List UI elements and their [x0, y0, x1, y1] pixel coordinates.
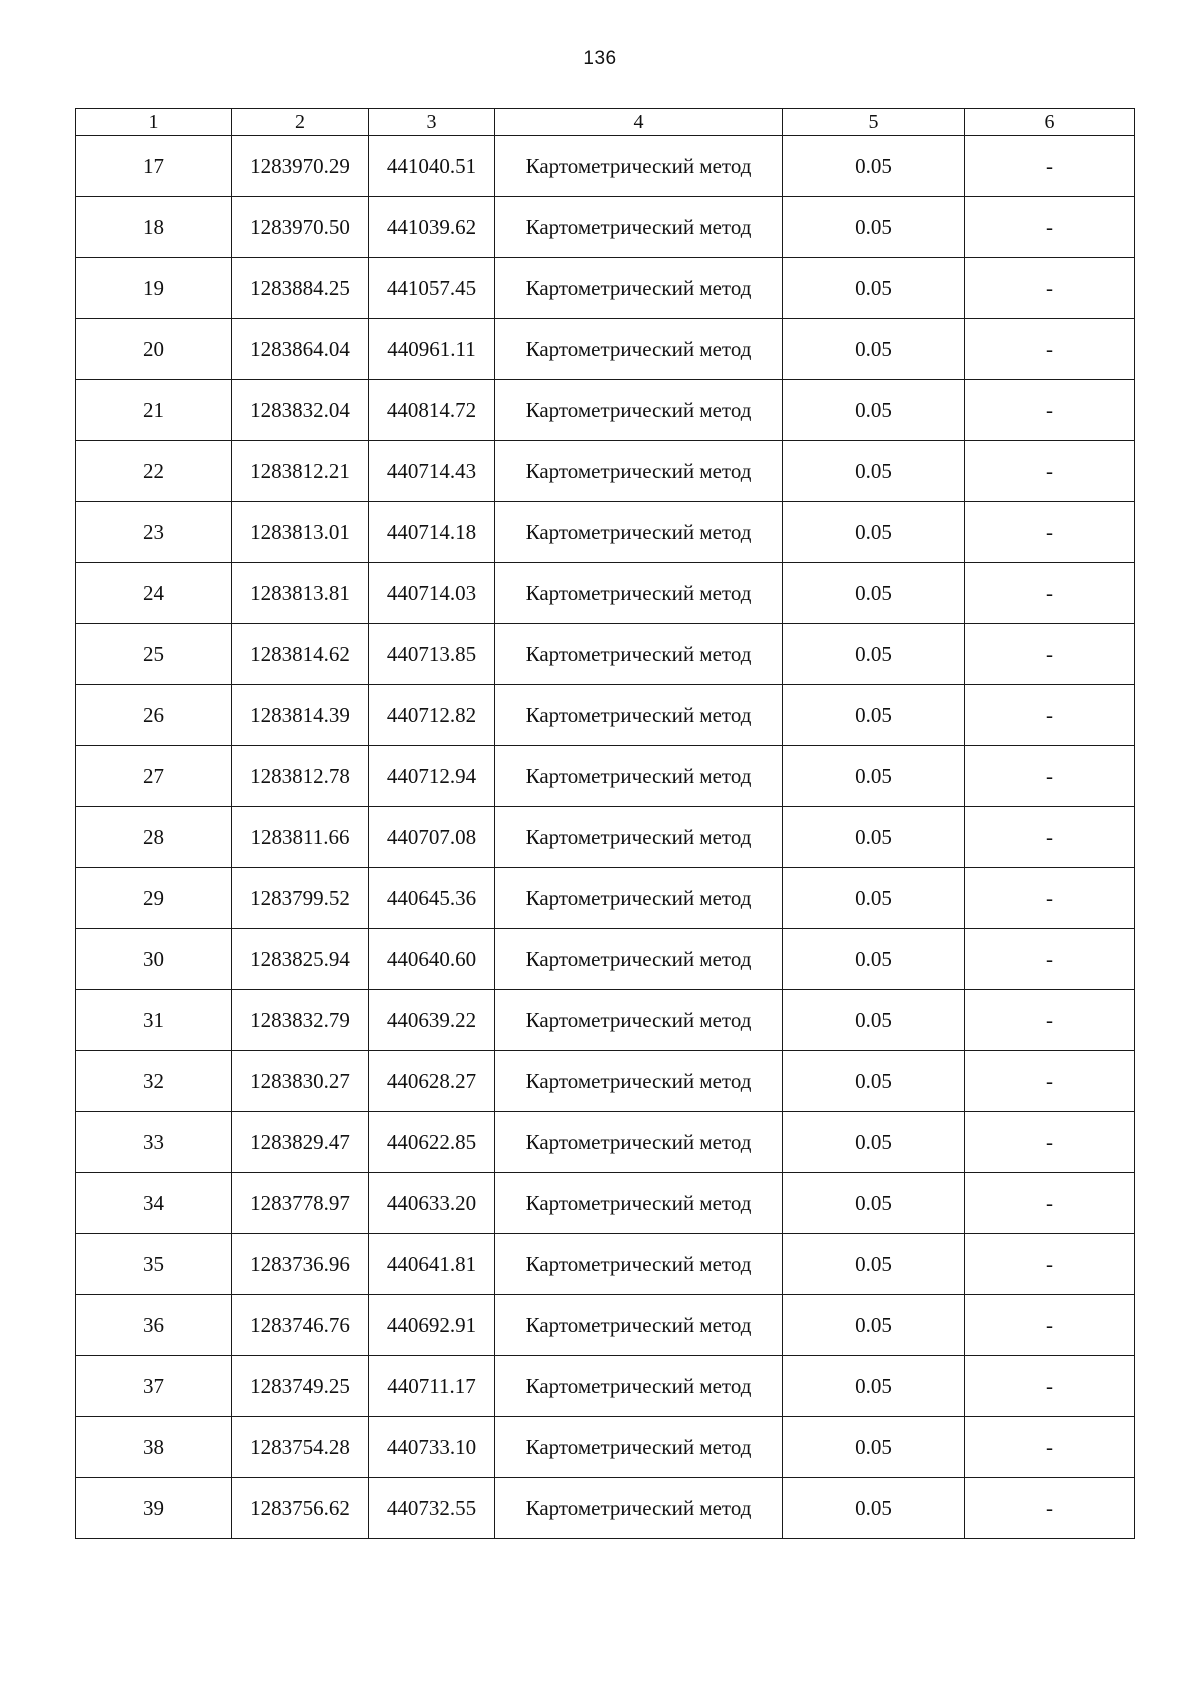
header-col-2: 2	[232, 109, 369, 136]
cell-accuracy: 0.05	[783, 563, 965, 624]
cell-method: Картометрический метод	[495, 197, 783, 258]
cell-method: Картометрический метод	[495, 1478, 783, 1539]
cell-x-coordinate: 1283754.28	[232, 1417, 369, 1478]
cell-y-coordinate: 440712.82	[369, 685, 495, 746]
cell-note: -	[965, 197, 1135, 258]
cell-accuracy: 0.05	[783, 136, 965, 197]
table-row	[76, 1112, 1135, 1173]
cell-x-coordinate: 1283813.81	[232, 563, 369, 624]
cell-method: Картометрический метод	[495, 1173, 783, 1234]
table-row	[76, 563, 1135, 624]
cell-accuracy: 0.05	[783, 1295, 965, 1356]
cell-x-coordinate: 1283814.39	[232, 685, 369, 746]
cell-note: -	[965, 1112, 1135, 1173]
cell-y-coordinate: 441040.51	[369, 136, 495, 197]
cell-method: Картометрический метод	[495, 441, 783, 502]
cell-y-coordinate: 440640.60	[369, 929, 495, 990]
cell-note: -	[965, 441, 1135, 502]
page-number: 136	[583, 48, 617, 69]
cell-method: Картометрический метод	[495, 258, 783, 319]
cell-x-coordinate: 1283829.47	[232, 1112, 369, 1173]
table-row	[76, 1051, 1135, 1112]
cell-note: -	[965, 502, 1135, 563]
cell-y-coordinate: 440732.55	[369, 1478, 495, 1539]
cell-note: -	[965, 1234, 1135, 1295]
cell-y-coordinate: 440712.94	[369, 746, 495, 807]
cell-note: -	[965, 990, 1135, 1051]
cell-y-coordinate: 440692.91	[369, 1295, 495, 1356]
cell-method: Картометрический метод	[495, 868, 783, 929]
cell-method: Картометрический метод	[495, 1112, 783, 1173]
cell-accuracy: 0.05	[783, 1173, 965, 1234]
table-row	[76, 1356, 1135, 1417]
cell-y-coordinate: 440628.27	[369, 1051, 495, 1112]
table-row	[76, 1295, 1135, 1356]
header-col-5: 5	[783, 109, 965, 136]
cell-method: Картометрический метод	[495, 1417, 783, 1478]
cell-note: -	[965, 929, 1135, 990]
table-row	[76, 929, 1135, 990]
cell-accuracy: 0.05	[783, 319, 965, 380]
table-row	[76, 746, 1135, 807]
cell-x-coordinate: 1283814.62	[232, 624, 369, 685]
table-row	[76, 1417, 1135, 1478]
cell-point-number: 39	[76, 1478, 232, 1539]
cell-y-coordinate: 440645.36	[369, 868, 495, 929]
cell-accuracy: 0.05	[783, 380, 965, 441]
cell-accuracy: 0.05	[783, 502, 965, 563]
cell-note: -	[965, 319, 1135, 380]
cell-accuracy: 0.05	[783, 624, 965, 685]
cell-method: Картометрический метод	[495, 1356, 783, 1417]
cell-point-number: 35	[76, 1234, 232, 1295]
cell-y-coordinate: 440639.22	[369, 990, 495, 1051]
cell-x-coordinate: 1283812.21	[232, 441, 369, 502]
cell-note: -	[965, 563, 1135, 624]
table-row	[76, 685, 1135, 746]
cell-point-number: 29	[76, 868, 232, 929]
cell-y-coordinate: 440633.20	[369, 1173, 495, 1234]
cell-x-coordinate: 1283970.29	[232, 136, 369, 197]
cell-y-coordinate: 440641.81	[369, 1234, 495, 1295]
cell-x-coordinate: 1283970.50	[232, 197, 369, 258]
cell-point-number: 28	[76, 807, 232, 868]
table-row	[76, 380, 1135, 441]
cell-point-number: 20	[76, 319, 232, 380]
header-col-1: 1	[76, 109, 232, 136]
cell-point-number: 32	[76, 1051, 232, 1112]
cell-x-coordinate: 1283825.94	[232, 929, 369, 990]
cell-method: Картометрический метод	[495, 929, 783, 990]
cell-accuracy: 0.05	[783, 929, 965, 990]
cell-y-coordinate: 440714.03	[369, 563, 495, 624]
cell-x-coordinate: 1283756.62	[232, 1478, 369, 1539]
cell-note: -	[965, 746, 1135, 807]
table-header-row	[76, 109, 1135, 136]
header-col-6: 6	[965, 109, 1135, 136]
cell-note: -	[965, 624, 1135, 685]
cell-point-number: 24	[76, 563, 232, 624]
cell-method: Картометрический метод	[495, 807, 783, 868]
cell-y-coordinate: 441057.45	[369, 258, 495, 319]
table-row	[76, 136, 1135, 197]
cell-method: Картометрический метод	[495, 746, 783, 807]
cell-method: Картометрический метод	[495, 685, 783, 746]
cell-y-coordinate: 440733.10	[369, 1417, 495, 1478]
table-row	[76, 807, 1135, 868]
cell-note: -	[965, 1295, 1135, 1356]
cell-x-coordinate: 1283812.78	[232, 746, 369, 807]
cell-method: Картометрический метод	[495, 624, 783, 685]
cell-point-number: 25	[76, 624, 232, 685]
cell-y-coordinate: 440622.85	[369, 1112, 495, 1173]
cell-x-coordinate: 1283749.25	[232, 1356, 369, 1417]
table-row	[76, 1478, 1135, 1539]
cell-note: -	[965, 136, 1135, 197]
cell-note: -	[965, 1173, 1135, 1234]
table-row	[76, 624, 1135, 685]
cell-note: -	[965, 258, 1135, 319]
cell-note: -	[965, 1478, 1135, 1539]
cell-accuracy: 0.05	[783, 685, 965, 746]
cell-point-number: 17	[76, 136, 232, 197]
cell-point-number: 34	[76, 1173, 232, 1234]
table-row	[76, 197, 1135, 258]
cell-point-number: 23	[76, 502, 232, 563]
cell-method: Картометрический метод	[495, 1051, 783, 1112]
cell-accuracy: 0.05	[783, 868, 965, 929]
cell-method: Картометрический метод	[495, 136, 783, 197]
cell-x-coordinate: 1283832.04	[232, 380, 369, 441]
cell-y-coordinate: 440713.85	[369, 624, 495, 685]
cell-accuracy: 0.05	[783, 1051, 965, 1112]
cell-point-number: 18	[76, 197, 232, 258]
cell-method: Картометрический метод	[495, 563, 783, 624]
cell-x-coordinate: 1283778.97	[232, 1173, 369, 1234]
table-row	[76, 441, 1135, 502]
cell-method: Картометрический метод	[495, 1234, 783, 1295]
coordinates-table	[75, 108, 1135, 1539]
table-row	[76, 990, 1135, 1051]
cell-x-coordinate: 1283830.27	[232, 1051, 369, 1112]
cell-method: Картометрический метод	[495, 990, 783, 1051]
table-row	[76, 1173, 1135, 1234]
cell-x-coordinate: 1283811.66	[232, 807, 369, 868]
cell-note: -	[965, 685, 1135, 746]
table-body	[76, 136, 1135, 1539]
cell-accuracy: 0.05	[783, 1478, 965, 1539]
cell-accuracy: 0.05	[783, 746, 965, 807]
cell-method: Картометрический метод	[495, 380, 783, 441]
cell-note: -	[965, 807, 1135, 868]
cell-y-coordinate: 440961.11	[369, 319, 495, 380]
cell-point-number: 21	[76, 380, 232, 441]
cell-point-number: 26	[76, 685, 232, 746]
cell-y-coordinate: 440714.43	[369, 441, 495, 502]
table-row	[76, 502, 1135, 563]
cell-x-coordinate: 1283813.01	[232, 502, 369, 563]
cell-x-coordinate: 1283832.79	[232, 990, 369, 1051]
cell-note: -	[965, 1051, 1135, 1112]
cell-note: -	[965, 1417, 1135, 1478]
cell-accuracy: 0.05	[783, 1112, 965, 1173]
cell-method: Картометрический метод	[495, 1295, 783, 1356]
cell-point-number: 27	[76, 746, 232, 807]
table-row	[76, 319, 1135, 380]
cell-note: -	[965, 380, 1135, 441]
cell-accuracy: 0.05	[783, 258, 965, 319]
cell-y-coordinate: 440711.17	[369, 1356, 495, 1417]
cell-point-number: 19	[76, 258, 232, 319]
header-col-3: 3	[369, 109, 495, 136]
header-col-4: 4	[495, 109, 783, 136]
cell-accuracy: 0.05	[783, 197, 965, 258]
cell-y-coordinate: 440707.08	[369, 807, 495, 868]
cell-accuracy: 0.05	[783, 1417, 965, 1478]
table-row	[76, 868, 1135, 929]
cell-y-coordinate: 441039.62	[369, 197, 495, 258]
cell-note: -	[965, 1356, 1135, 1417]
cell-x-coordinate: 1283884.25	[232, 258, 369, 319]
cell-method: Картометрический метод	[495, 502, 783, 563]
cell-point-number: 36	[76, 1295, 232, 1356]
cell-y-coordinate: 440714.18	[369, 502, 495, 563]
cell-point-number: 37	[76, 1356, 232, 1417]
cell-point-number: 38	[76, 1417, 232, 1478]
cell-x-coordinate: 1283736.96	[232, 1234, 369, 1295]
cell-x-coordinate: 1283746.76	[232, 1295, 369, 1356]
cell-x-coordinate: 1283799.52	[232, 868, 369, 929]
cell-accuracy: 0.05	[783, 441, 965, 502]
table-row	[76, 1234, 1135, 1295]
cell-accuracy: 0.05	[783, 1356, 965, 1417]
cell-method: Картометрический метод	[495, 319, 783, 380]
cell-accuracy: 0.05	[783, 1234, 965, 1295]
cell-accuracy: 0.05	[783, 807, 965, 868]
cell-accuracy: 0.05	[783, 990, 965, 1051]
cell-point-number: 22	[76, 441, 232, 502]
cell-x-coordinate: 1283864.04	[232, 319, 369, 380]
cell-point-number: 33	[76, 1112, 232, 1173]
cell-point-number: 30	[76, 929, 232, 990]
cell-note: -	[965, 868, 1135, 929]
cell-point-number: 31	[76, 990, 232, 1051]
cell-y-coordinate: 440814.72	[369, 380, 495, 441]
table-row	[76, 258, 1135, 319]
